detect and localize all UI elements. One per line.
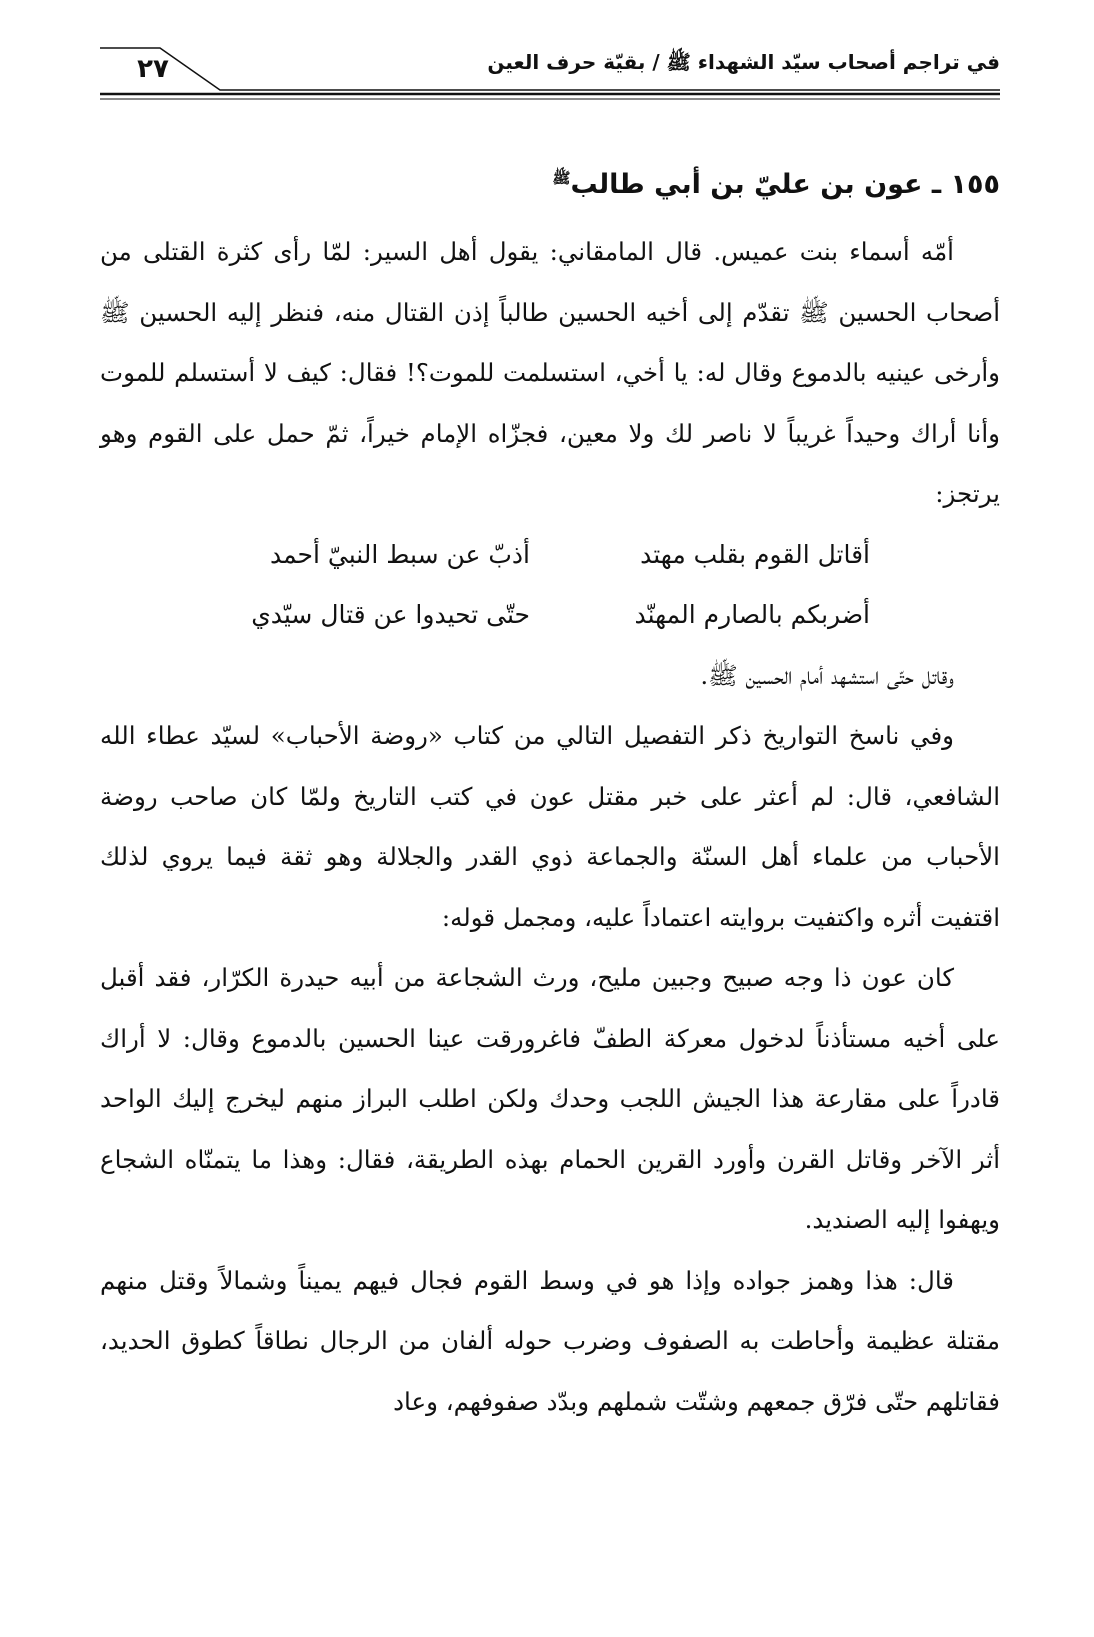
page-header xyxy=(100,40,1000,102)
running-title: في تراجم أصحاب سيّد الشهداء ﷺ / بقيّة حرف العين xyxy=(487,50,1000,74)
paragraph-2: وقاتل حتّى استشهد أمام الحسين ﷺ. xyxy=(700,660,954,690)
entry-title xyxy=(100,155,1000,208)
verse-2-second-hemistich: حتّى تحيدوا عن قتال سيّدي xyxy=(251,600,530,629)
entry-title-text: ١٥٥ ـ عون بن عليّ بن أبي طالب xyxy=(570,169,1000,200)
verse-1-second-hemistich: أذبّ عن سبط النبيّ أحمد xyxy=(269,539,530,569)
verse-2-first-hemistich: أضربكم بالصارم المهنّد xyxy=(634,600,870,629)
poem-verse-1 xyxy=(100,525,1000,586)
verse-1-first-hemistich: أقاتل القوم بقلب مهتد xyxy=(640,539,870,569)
entry-title-honorific: ﷺ xyxy=(552,169,571,187)
paragraph-5: قال: هذا وهمز جواده وإذا هو في وسط القوم فجال فيهم يميناً وشمالاً وقتل منهم مقتلة عظيمة وأحاطت به الصفوف وضرب حوله ألفان من الرجال نطاقاً كطوق الحديد، فقاتلهم حتّى فرّق جمعهم وشتّت شملهم وبدّد صفوفهم، وعاد xyxy=(100,1265,1000,1416)
poem-verse-2 xyxy=(100,585,1000,646)
paragraph-4: كان عون ذا وجه صبيح وجبين مليح، ورث الشجاعة من أبيه حيدرة الكرّار، فقد أقبل على أخيه مستأذناً لدخول معركة الطفّ فاغرورقت عينا الحسين بالدموع وقال: لا أراك قادراً على مقارعة هذا الجيش اللجب وحدك ولكن اطلب البراز منهم ليخرج إليك الواحد أثر الآخر وقاتل القرن وأورد القرين الحمام بهذه الطريقة، فقال: وهذا ما يتمنّاه الشجاع ويهفوا إليه الصنديد. xyxy=(100,963,1000,1234)
poem xyxy=(100,525,1000,646)
paragraph-1: أمّه أسماء بنت عميس. قال المامقاني: يقول أهل السير: لمّا رأى كثرة القتلى من أصحاب الحسين ﷺ تقدّم إلى أخيه الحسين طالباً إذن القتال منه، فنظر إليه الحسين ﷺ وأرخى عينيه بالدموع وقال له: يا أخي، استسلمت للموت؟! فقال: كيف لا أستسلم للموت وأنا أراك وحيداً غريباً لا ناصر لك ولا معين، فجزّاه الإمام خيراً، ثمّ حمل على القوم وهو يرتجز: xyxy=(100,237,1000,508)
page-body xyxy=(100,155,1000,1432)
page-number: ٢٧ xyxy=(137,54,169,84)
paragraph-3: وفي ناسخ التواريخ ذكر التفصيل التالي من كتاب «روضة الأحباب» لسيّد عطاء الله الشافعي، قال: لم أعثر على خبر مقتل عون في كتب التاريخ ولمّا كان صاحب روضة الأحباب من علماء أهل السنّة والجماعة ذوي القدر والجلالة وهو ثقة فيما يروي لذلك اقتفيت أثره واكتفيت بروايته اعتماداً عليه، ومجمل قوله: xyxy=(100,721,1000,932)
